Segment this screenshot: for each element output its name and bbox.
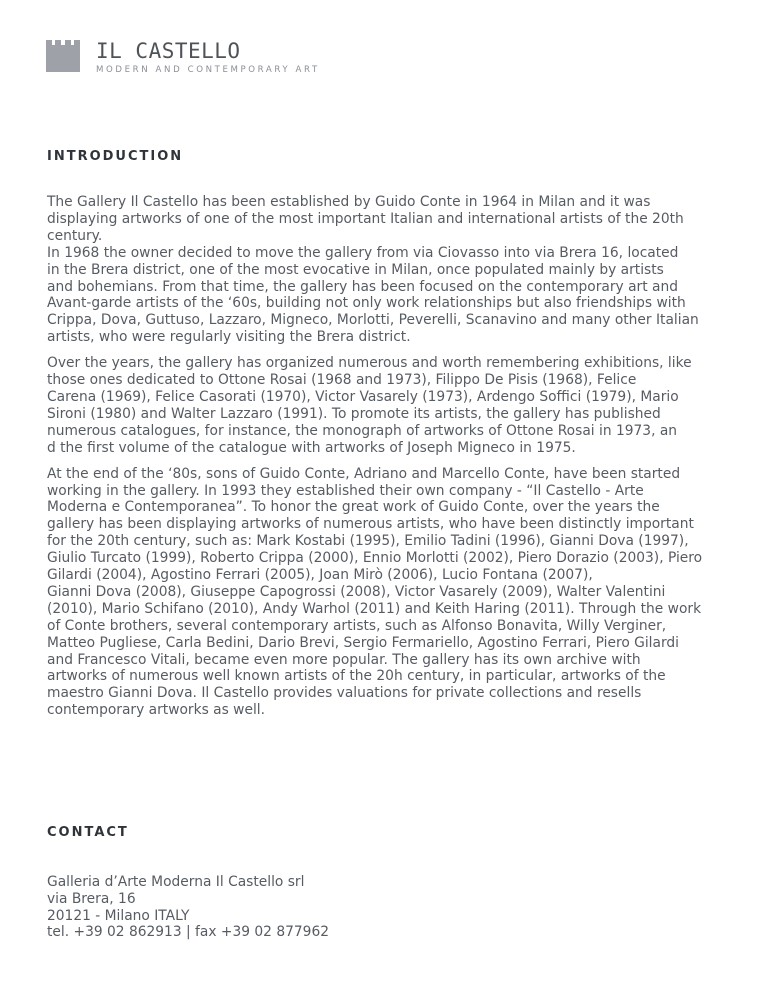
introduction-heading: INTRODUCTION: [47, 149, 184, 164]
text-line: Carena (1969), Felice Casorati (1970), Victor Vasarely (1973), Ardengo Soffici (1979), Mario: [47, 388, 679, 405]
brand-tagline: MODERN AND CONTEMPORARY ART: [96, 65, 320, 75]
intro-paragraph-1: [47, 194, 731, 346]
introduction-body: [47, 194, 731, 719]
text-line: Matteo Pugliese, Carla Bedini, Dario Brevi, Sergio Fermariello, Agostino Ferrari, Piero Gilardi: [47, 634, 679, 651]
text-line: those ones dedicated to Ottone Rosai (1968 and 1973), Filippo De Pisis (1968), Felice: [47, 372, 637, 389]
text-line: for the 20th century, such as: Mark Kostabi (1995), Emilio Tadini (1996), Gianni Dova (1997),: [47, 533, 689, 550]
text-line: artworks of numerous well known artists of the 20h century, in particular, artworks of the: [47, 668, 666, 685]
text-line: Gianni Dova (2008), Giuseppe Capogrossi (2008), Victor Vasarely (2009), Walter Valentini: [47, 583, 666, 600]
text-line: (2010), Mario Schifano (2010), Andy Warhol (2011) and Keith Haring (2011). Through the work: [47, 600, 702, 617]
contact-heading: CONTACT: [47, 825, 129, 840]
contact-company: Galleria d’Arte Moderna Il Castello srl: [47, 874, 305, 890]
intro-paragraph-2: [47, 355, 731, 456]
text-line: numerous catalogues, for instance, the monograph of artworks of Ottone Rosai in 1973, an: [47, 422, 678, 439]
brand-name: IL CASTELLO: [96, 39, 241, 63]
text-line: In 1968 the owner decided to move the gallery from via Ciovasso into via Brera 16, located: [47, 244, 679, 261]
text-line: Over the years, the gallery has organized numerous and worth remembering exhibitions, like: [47, 355, 692, 372]
intro-paragraph-3: [47, 466, 731, 720]
text-line: century.: [47, 227, 103, 244]
text-line: contemporary artworks as well.: [47, 702, 266, 719]
text-line: and Francesco Vitali, became even more popular. The gallery has its own archive with: [47, 651, 641, 668]
text-line: Sironi (1980) and Walter Lazzaro (1991). To promote its artists, the gallery has published: [47, 405, 661, 422]
text-line: d the first volume of the catalogue with artworks of Joseph Migneco in 1975.: [47, 439, 576, 456]
text-line: displaying artworks of one of the most important Italian and international artists of the 20th: [47, 210, 684, 227]
text-line: Moderna e Contemporanea”. To honor the great work of Guido Conte, over the years the: [47, 499, 660, 516]
text-line: artists, who were regularly visiting the Brera district.: [47, 329, 411, 346]
text-line: Crippa, Dova, Guttuso, Lazzaro, Migneco, Morlotti, Peverelli, Scanavino and many other Italian: [47, 312, 699, 329]
text-line: working in the gallery. In 1993 they established their own company - “Il Castello - Arte: [47, 482, 644, 499]
contact-phone-fax: tel. +39 02 862913 | fax +39 02 877962: [47, 924, 330, 941]
text-line: At the end of the ‘80s, sons of Guido Conte, Adriano and Marcello Conte, have been started: [47, 465, 681, 482]
text-line: Gilardi (2004), Agostino Ferrari (2005), Joan Mirò (2006), Lucio Fontana (2007),: [47, 567, 593, 584]
text-line: and bohemians. From that time, the gallery has been focused on the contemporary art and: [47, 278, 678, 295]
text-line: Giulio Turcato (1999), Roberto Crippa (2000), Ennio Morlotti (2002), Piero Dorazio (2003), Piero: [47, 550, 703, 567]
text-line: maestro Gianni Dova. Il Castello provides valuations for private collections and resells: [47, 685, 642, 702]
contact-city: 20121 - Milano ITALY: [47, 907, 190, 924]
castle-tower-icon: [46, 40, 80, 72]
text-line: of Conte brothers, several contemporary artists, such as Alfonso Bonavita, Willy Verginer,: [47, 617, 667, 634]
text-line: The Gallery Il Castello has been established by Guido Conte in 1964 in Milan and it was: [47, 194, 651, 210]
text-line: in the Brera district, one of the most evocative in Milan, once populated mainly by artists: [47, 261, 664, 278]
logo: [46, 40, 320, 75]
contact-details: [47, 874, 547, 941]
text-line: Avant-garde artists of the ‘60s, building not only work relationships but also friendships with: [47, 295, 686, 312]
text-line: gallery has been displaying artworks of numerous artists, who have been distinctly important: [47, 516, 694, 533]
brand: [96, 40, 320, 75]
contact-street: via Brera, 16: [47, 890, 136, 907]
